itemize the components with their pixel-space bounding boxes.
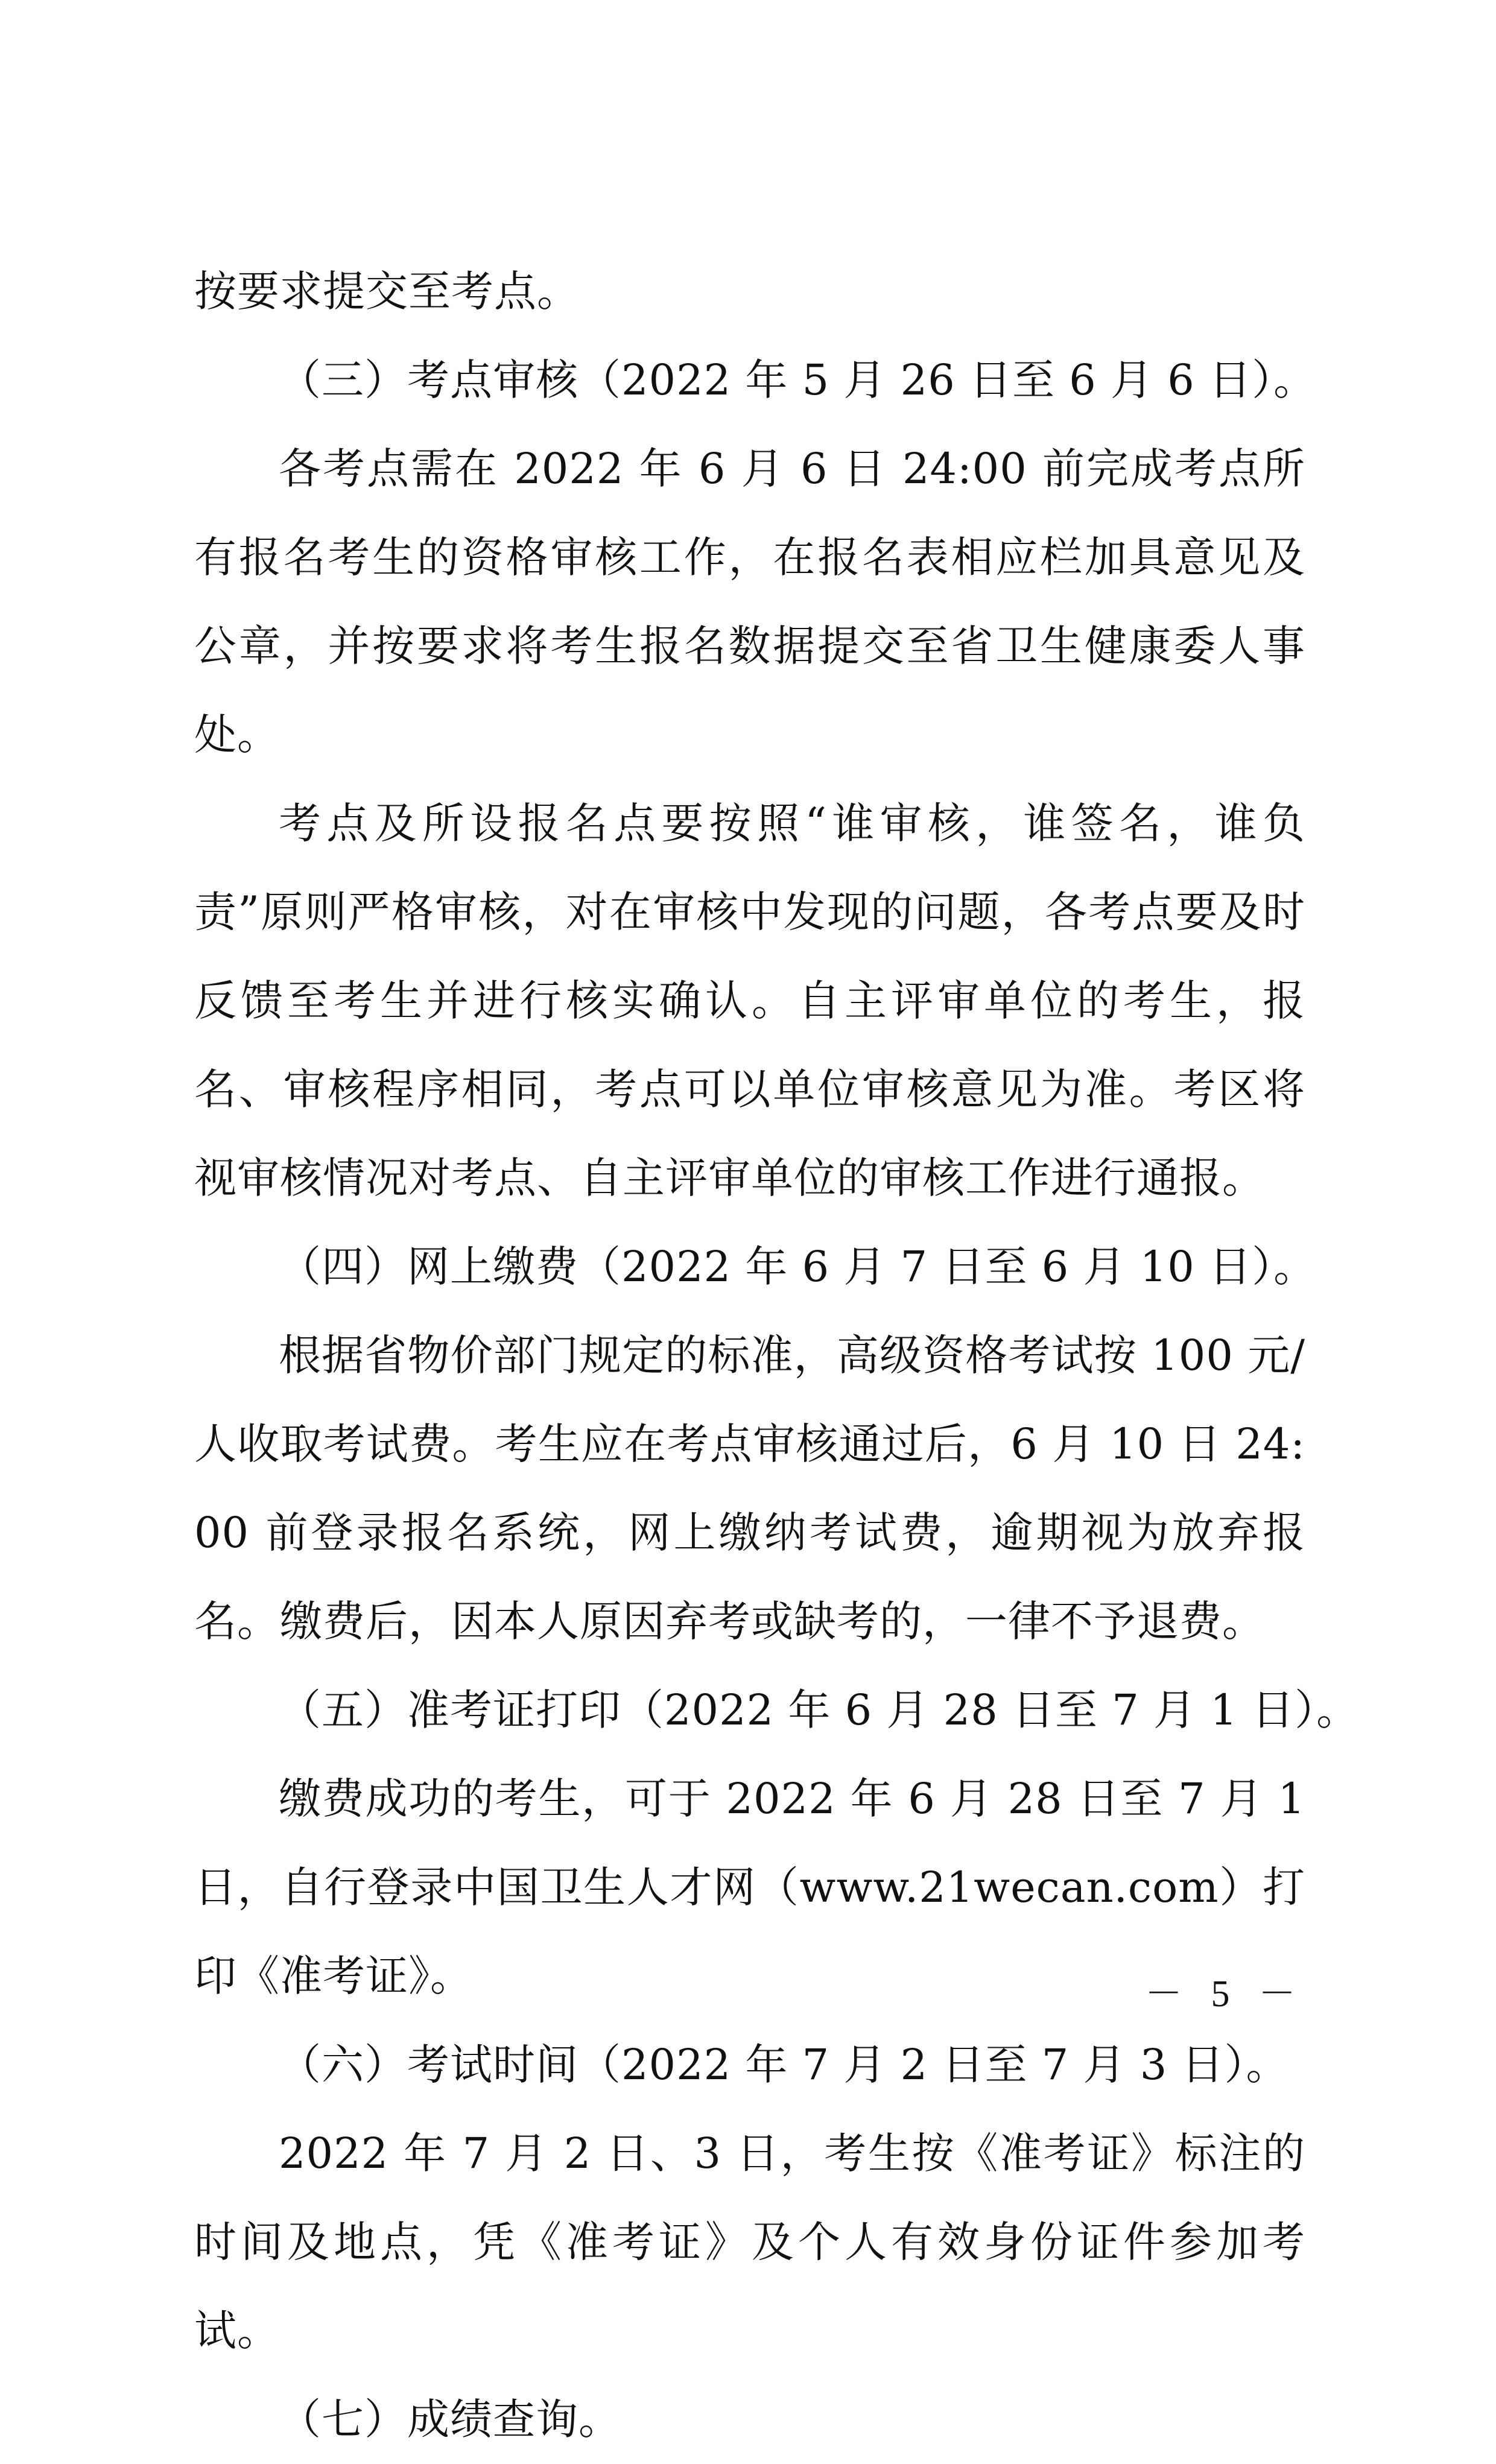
section-heading-4: （四）网上缴费（2022 年 6 月 7 日至 6 月 10 日）。 (279, 1242, 1317, 1291)
section-heading-6: （六）考试时间（2022 年 7 月 2 日至 7 月 3 日）。 (279, 2040, 1289, 2089)
section-heading-7: （七）成绩查询。 (279, 2395, 621, 2444)
document-body (194, 247, 1360, 2464)
paragraph-continuation: 按要求提交至考点。 (194, 267, 580, 316)
section-heading-5: （五）准考证打印（2022 年 6 月 28 日至 7 月 1 日）。 (279, 1685, 1360, 1735)
paragraph-review-responsibility: 考点及所设报名点要按照“谁审核，谁签名，谁负责”原则严格审核，对在审核中发现的问题，各考点要及时反馈至考生并进行核实确认。自主评审单位的考生，报名、审核程序相同，考点可以单位审核意见为准。考区将视审核情况对考点、自主评审单位的审核工作进行通报。 (194, 799, 1305, 1203)
paragraph-exam-time: 2022 年 7 月 2 日、3 日，考生按《准考证》标注的时间及地点，凭《准考证》及个人有效身份证件参加考试。 (194, 2129, 1305, 2355)
page-number: － 5 － (1144, 1974, 1305, 2015)
paragraph-online-payment: 根据省物价部门规定的标准，高级资格考试按 100 元/人收取考试费。考生应在考点审核通过后，6 月 10 日 24: 00 前登录报名系统，网上缴纳考试费，逾期视为放弃报名。缴费后，因本人原因弃考或缺考的，一律不予退费。 (194, 1331, 1305, 1646)
paragraph-exam-site-review: 各考点需在 2022 年 6 月 6 日 24:00 前完成考点所有报名考生的资格审核工作，在报名表相应栏加具意见及公章，并按要求将考生报名数据提交至省卫生健康委人事处。 (194, 444, 1305, 759)
paragraph-admission-ticket: 缴费成功的考生，可于 2022 年 6 月 28 日至 7 月 1 日，自行登录中国卫生人才网（www.21wecan.com）打印《准考证》。 (194, 1774, 1305, 2001)
section-heading-3: （三）考点审核（2022 年 5 月 26 日至 6 月 6 日）。 (279, 355, 1317, 405)
